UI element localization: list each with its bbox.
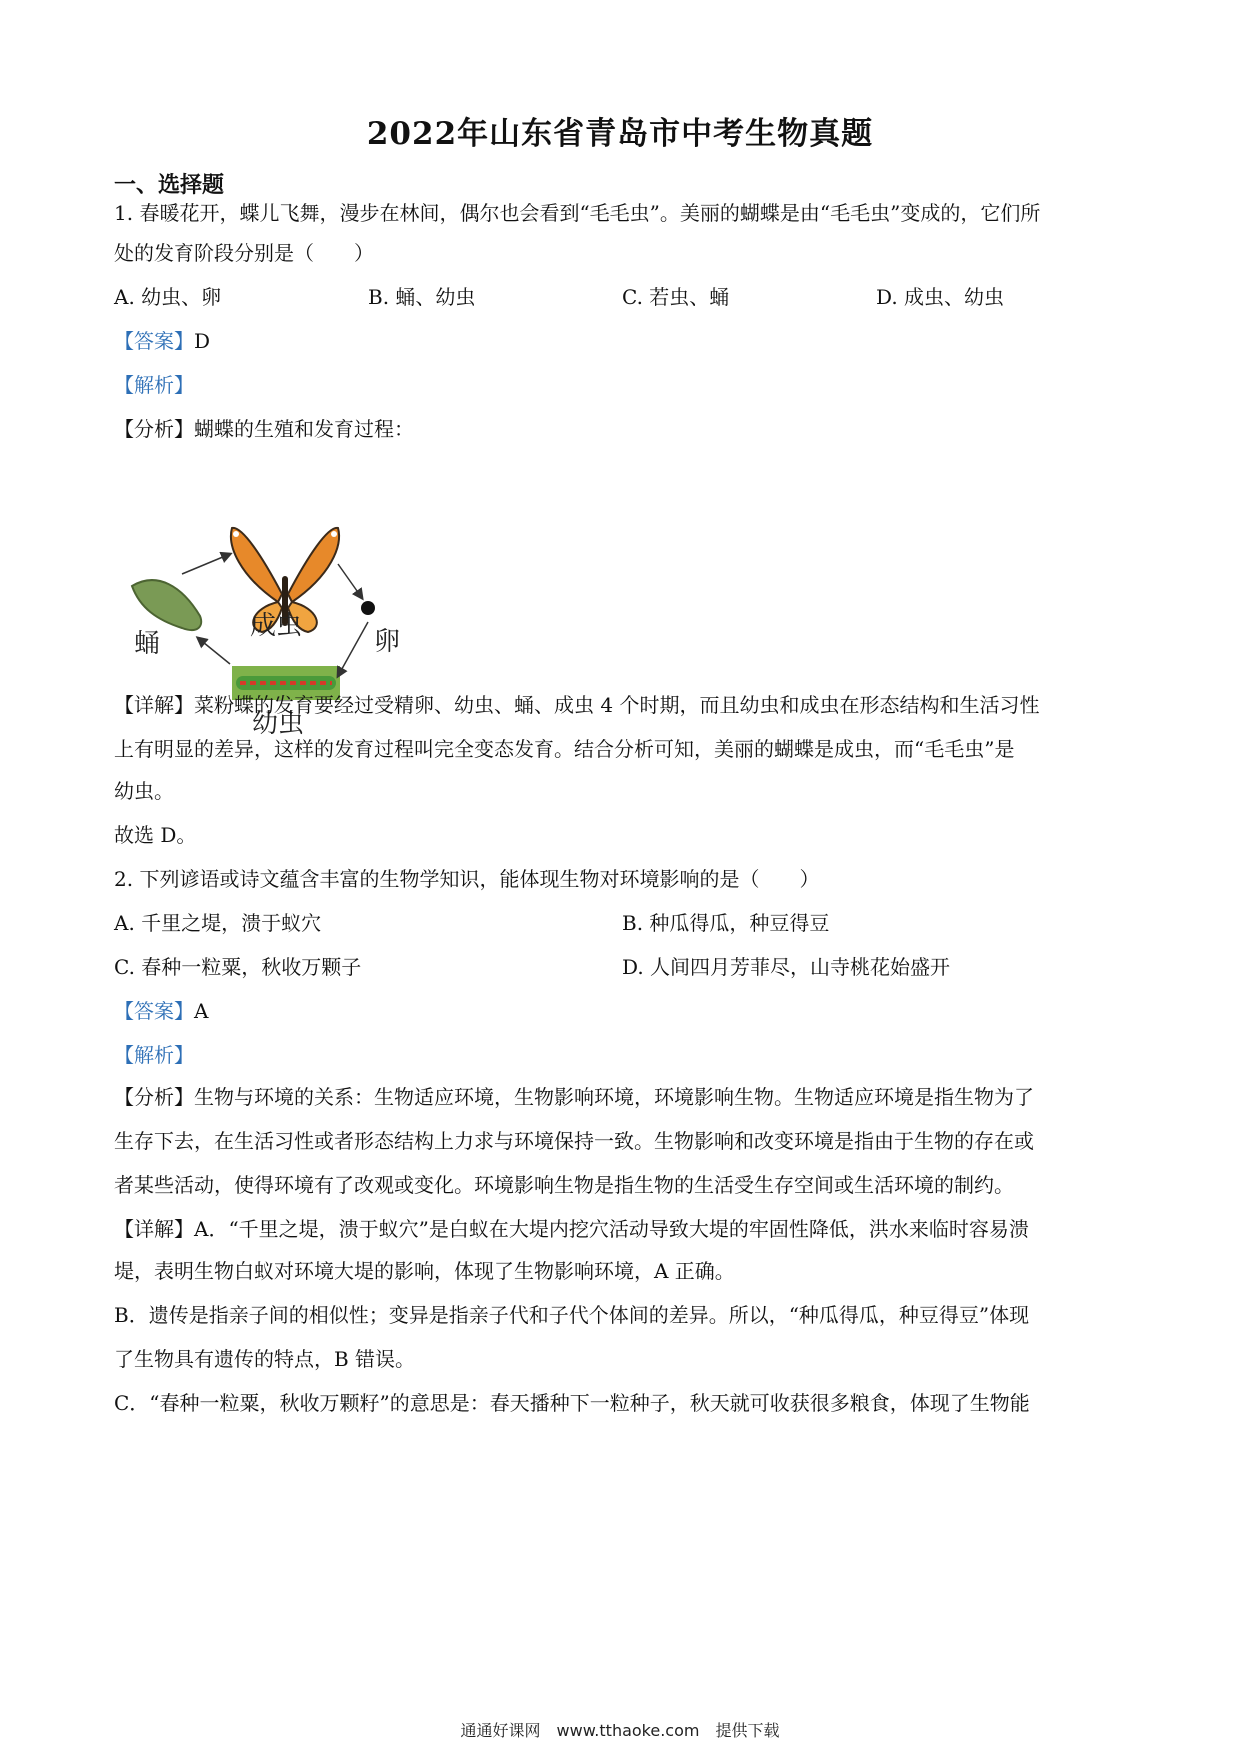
q2-detail-line5: C．“春种一粒粟，秋收万颗籽”的意思是：春天播种下一粒种子，秋天就可收获很多粮食，体现了生物能 [114, 1391, 1030, 1415]
answer-tag: 【答案】 [114, 329, 194, 353]
label-larva: 幼虫 [252, 709, 305, 739]
arrow-pupa-to-adult [182, 554, 230, 574]
q2-stem: 2. 下列谚语或诗文蕴含丰富的生物学知识，能体现生物对环境影响的是（ ） [114, 867, 820, 891]
q2-detail-line3: B．遗传是指亲子间的相似性；变异是指亲子代和子代个体间的差异。所以，“种瓜得瓜，种豆得豆”体现 [114, 1303, 1030, 1327]
q2-fenxi-line1 [114, 1082, 1130, 1112]
fenxi-text: 蝴蝶的生殖和发育过程： [194, 417, 414, 441]
label-egg: 卵 [374, 627, 401, 657]
q1-option-a: A. 幼虫、卵 [114, 285, 222, 309]
fenxi-tag: 【分析】 [114, 1085, 194, 1109]
q1-option-d: D. 成虫、幼虫 [876, 285, 1005, 309]
q2-detail-line2: 堤，表明生物白蚁对环境大堤的影响，体现了生物影响环境，A 正确。 [114, 1259, 735, 1283]
q1-option-c: C. 若虫、蛹 [622, 285, 730, 309]
detail-tag: 【详解】 [114, 1217, 194, 1241]
q1-detail-line1 [114, 690, 1130, 720]
pupa-image [132, 580, 201, 630]
q1-detail-line2: 上有明显的差异，这样的发育过程叫完全变态发育。结合分析可知，美丽的蝴蝶是成虫，而“毛毛虫”是 [114, 737, 1015, 761]
q1-stem-line2: 处的发育阶段分别是（ ） [114, 241, 374, 265]
q2-detail-line1 [114, 1214, 1130, 1244]
q2-option-d: D. 人间四月芳菲尽，山寺桃花始盛开 [622, 955, 951, 979]
fenxi-tag: 【分析】 [114, 417, 194, 441]
answer-value: D [194, 329, 211, 353]
fenxi-text-1: 生物与环境的关系：生物适应环境，生物影响环境，环境影响生物。生物适应环境是指生物为了 [194, 1085, 1034, 1109]
detail-text-1: A．“千里之堤，溃于蚁穴”是白蚁在大堤内挖穴活动导致大堤的牢固性降低，洪水来临时容易溃 [194, 1217, 1029, 1241]
arrow-egg-to-larva [338, 622, 368, 676]
q1-detail-line3: 幼虫。 [114, 779, 174, 803]
page-footer: 通通好课网 www.tthaoke.com 提供下载 [460, 1721, 780, 1740]
q1-fenxi-line [114, 414, 1130, 444]
q1-answer-line [114, 326, 1130, 356]
answer-value: A [194, 999, 209, 1023]
label-adult: 成虫 [250, 611, 303, 641]
detail-tag: 【详解】 [114, 693, 194, 717]
analysis-tag: 【解析】 [114, 1043, 194, 1067]
arrow-larva-to-pupa [198, 638, 230, 664]
section-heading: 一、选择题 [114, 172, 225, 198]
answer-tag: 【答案】 [114, 999, 194, 1023]
arrow-adult-to-egg [338, 564, 362, 598]
q1-stem-line1: 1. 春暖花开，蝶儿飞舞，漫步在林间，偶尔也会看到“毛毛虫”。美丽的蝴蝶是由“毛毛虫”变成的，它们所 [114, 201, 1041, 225]
q2-fenxi-line3: 者某些活动，使得环境有了改观或变化。环境影响生物是指生物的生活受生存空间或生活环境的制约。 [114, 1173, 1014, 1197]
page-title: 2022年山东省青岛市中考生物真题 [366, 116, 874, 152]
egg-dot [361, 601, 375, 615]
q2-option-a: A. 千里之堤，溃于蚁穴 [114, 911, 322, 935]
q2-answer-line [114, 996, 1130, 1026]
q2-detail-line4: 了生物具有遗传的特点，B 错误。 [114, 1347, 416, 1371]
analysis-tag: 【解析】 [114, 373, 194, 397]
q1-analysis-line [114, 370, 1130, 400]
q2-option-b: B. 种瓜得瓜，种豆得豆 [622, 911, 830, 935]
detail-text-1: 菜粉蝶的发育要经过受精卵、幼虫、蛹、成虫 4 个时期，而且幼虫和成虫在形态结构和生活习性 [194, 693, 1040, 717]
label-pupa: 蛹 [134, 629, 161, 659]
q2-analysis-line [114, 1040, 1130, 1070]
q2-fenxi-line2: 生存下去，在生活习性或者形态结构上力求与环境保持一致。生物影响和改变环境是指由于生物的存在或 [114, 1129, 1034, 1153]
q1-conclusion: 故选 D。 [114, 823, 197, 847]
q2-option-c: C. 春种一粒粟，秋收万颗子 [114, 955, 362, 979]
q1-option-b: B. 蛹、幼虫 [368, 285, 476, 309]
